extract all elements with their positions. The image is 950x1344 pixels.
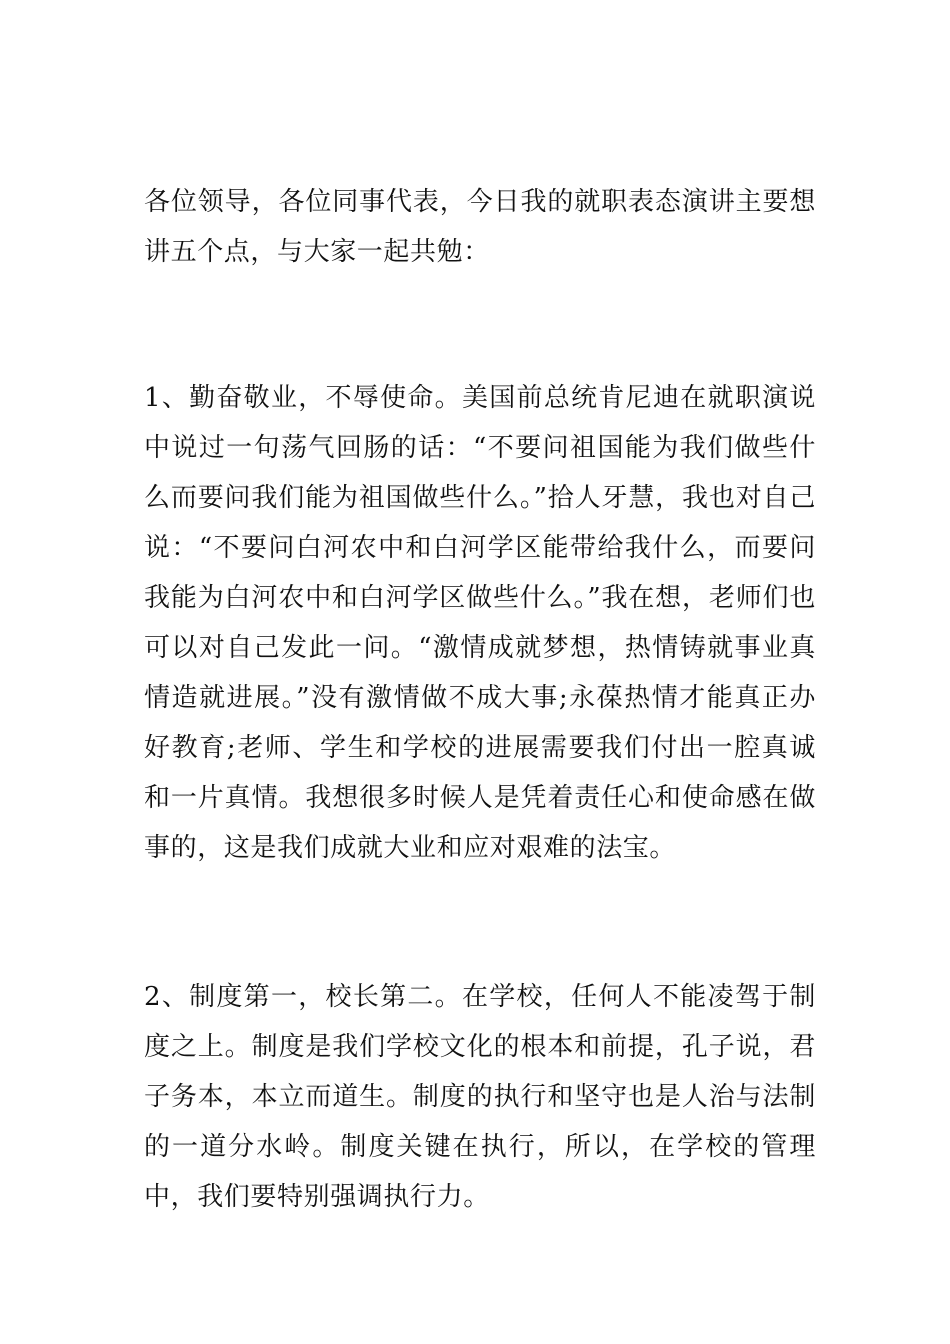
paragraph-point-2: 2、制度第一，校长第二。在学校，任何人不能凌驾于制度之上。制度是我们学校文化的根本和前提，孔子说，君子务本，本立而道生。制度的执行和坚守也是人治与法制的一道分水岭。制度关键在执行，所以，在学校的管理中，我们要特别强调执行力。 bbox=[144, 982, 816, 1212]
paragraph-intro: 各位领导，各位同事代表，今日我的就职表态演讲主要想讲五个点，与大家一起共勉： bbox=[144, 187, 816, 267]
paragraph-point-1: 1、勤奋敬业，不辱使命。美国前总统肯尼迪在就职演说中说过一句荡气回肠的话：“不要问祖国能为我们做些什么而要问我们能为祖国做些什么。”拾人牙慧，我也对自己说：“不要问白河农中和白河学区能带给我什么，而要问我能为白河农中和白河学区做些什么。”我在想，老师们也可以对自己发此一问。“激情成就梦想，热情铸就事业真情造就进展。”没有激情做不成大事;永葆热情才能真正办好教育;老师、学生和学校的进展需要我们付出一腔真诚和一片真情。我想很多时候人是凭着责任心和使命感在做事的，这是我们成就大业和应对艰难的法宝。 bbox=[144, 383, 816, 863]
